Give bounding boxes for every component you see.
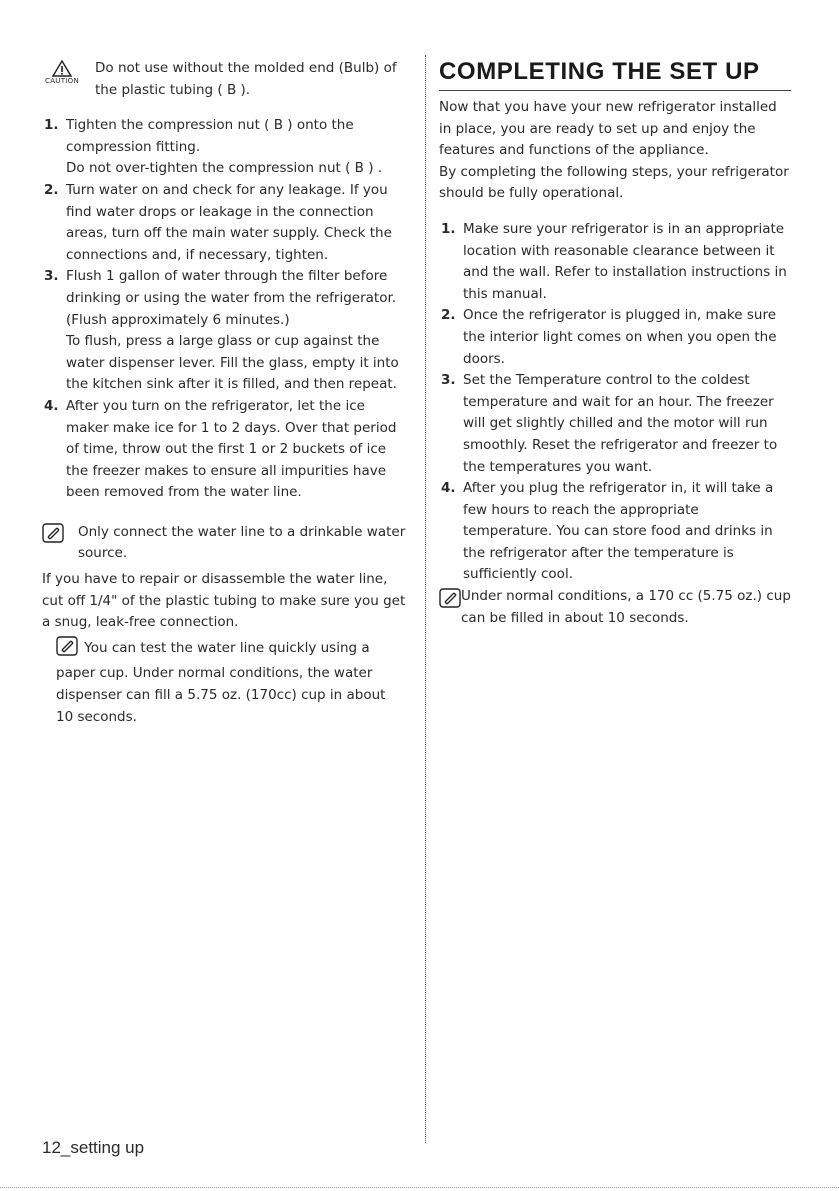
bottom-rule <box>0 1187 839 1188</box>
step-number: 1. <box>441 220 456 237</box>
step-text: Do not over-tighten the compression nut ( B ) . <box>66 160 383 177</box>
list-item <box>439 305 791 370</box>
caution-label: CAUTION <box>45 77 79 85</box>
step-text: Flush 1 gallon of water through the filter before drinking or using the water from the refrigerator. (Flush approximately 6 minutes.) <box>66 268 397 328</box>
list-item <box>42 266 406 396</box>
intro-paragraph: By completing the following steps, your refrigerator should be fully operational. <box>439 163 789 202</box>
note-text: Only connect the water line to a drinkable water source. <box>78 523 406 562</box>
repair-paragraph: If you have to repair or disassemble the water line, cut off 1/4" of the plastic tubing to make sure you get a snug, leak-free connection. <box>42 571 406 631</box>
step-number: 1. <box>44 117 59 134</box>
list-item <box>439 370 791 478</box>
step-text: Tighten the compression nut ( B ) onto the compression fitting. <box>66 117 354 155</box>
caution-icon <box>42 60 82 85</box>
step-number: 4. <box>44 397 59 414</box>
step-text: To flush, press a large glass or cup against the water dispenser lever. Fill the glass, empty it into the kitchen sink after it is filled, and then repeat. <box>66 333 399 393</box>
section-name: _setting up <box>60 1138 145 1157</box>
list-item <box>42 180 406 266</box>
caution-text: Do not use without the molded end (Bulb) of the plastic tubing ( B ). <box>95 60 397 98</box>
caution-block <box>42 58 406 101</box>
step-text: After you turn on the refrigerator, let the ice maker make ice for 1 to 2 days. Over that period of time, throw out the first 1 or 2 buckets of ice the freezer makes to ensure all impurities have been removed from the water line. <box>66 397 397 501</box>
step-text: Turn water on and check for any leakage. If you find water drops or leakage in the connection areas, turn off the main water supply. Check the connections and, if necessary, tighten. <box>66 181 392 263</box>
step-number: 2. <box>44 181 59 198</box>
section-heading: COMPLETING THE SET UP <box>439 58 791 91</box>
step-text: Once the refrigerator is plugged in, make sure the interior light comes on when you open the doors. <box>463 307 777 367</box>
note-block <box>439 586 791 629</box>
list-item <box>439 219 791 305</box>
step-text: Make sure your refrigerator is in an appropriate location with reasonable clearance between it and the wall. Refer to installation instructions in this manual. <box>463 220 787 302</box>
step-number: 2. <box>441 307 456 324</box>
page-number: 12 <box>42 1138 61 1157</box>
note-text: You can test the water line quickly using a paper cup. Under normal conditions, the water dispenser can fill a 5.75 oz. (170cc) cup in about 10 seconds. <box>56 639 386 725</box>
column-divider <box>425 55 426 1143</box>
intro-paragraph: Now that you have your new refrigerator installed in place, you are ready to set up and enjoy the features and functions of the appliance. <box>439 99 777 159</box>
step-text: Set the Temperature control to the coldest temperature and wait for an hour. The freezer will get slightly chilled and the motor will run smoothly. Reset the refrigerator and freezer to the temperatures you want. <box>463 372 778 475</box>
note-pencil-icon <box>42 523 64 547</box>
note-text: Under normal conditions, a 170 cc (5.75 oz.) cup can be filled in about 10 seconds. <box>461 588 791 626</box>
note-pencil-icon <box>439 588 461 612</box>
left-column <box>42 0 406 728</box>
step-number: 3. <box>441 372 456 389</box>
page-footer <box>42 1138 144 1158</box>
note-block <box>42 636 406 728</box>
list-item <box>42 396 406 504</box>
list-item <box>42 115 406 180</box>
setup-steps-list <box>42 115 406 504</box>
completion-steps-list <box>439 219 791 586</box>
step-number: 4. <box>441 480 456 497</box>
note-pencil-icon <box>56 636 78 664</box>
right-column <box>439 0 791 629</box>
step-text: After you plug the refrigerator in, it will take a few hours to reach the appropriate temperature. You can store food and drinks in the refrigerator after the temperature is sufficiently cool. <box>463 480 774 583</box>
note-block <box>42 522 406 565</box>
list-item <box>439 478 791 586</box>
step-number: 3. <box>44 268 59 285</box>
